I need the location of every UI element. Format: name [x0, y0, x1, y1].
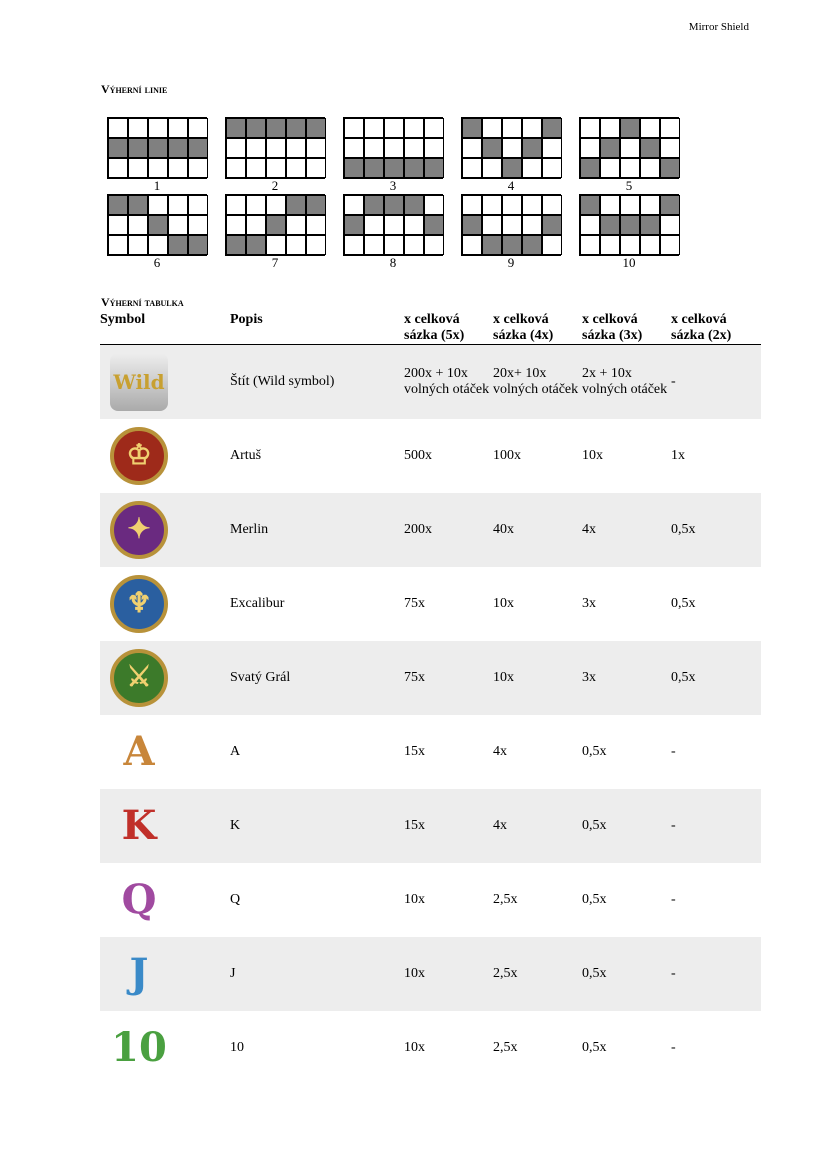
- header-description: Popis: [230, 310, 404, 345]
- symbol-cell: [100, 641, 230, 715]
- payline-5: [579, 117, 679, 193]
- payline-cell: [364, 118, 384, 138]
- payline-2: [225, 117, 325, 193]
- payline-cell: [246, 158, 266, 178]
- payline-cell: [344, 118, 364, 138]
- payline-cell: [502, 158, 522, 178]
- symbol-description: K: [230, 789, 404, 863]
- payline-cell: [482, 195, 502, 215]
- paytable: [100, 310, 761, 1085]
- payline-cell: [424, 118, 444, 138]
- payout-3x: 3x: [582, 596, 596, 611]
- payline-cell: [482, 158, 502, 178]
- table-row: [100, 715, 761, 789]
- payline-cell: [542, 215, 562, 235]
- payline-cell: [364, 138, 384, 158]
- payout-4x: 2,5x: [493, 1040, 518, 1055]
- payline-cell: [482, 215, 502, 235]
- payline-cell: [266, 138, 286, 158]
- payout-3x: 4x: [582, 493, 671, 567]
- payout-5x: 75x: [404, 641, 493, 715]
- payline-cell: [148, 195, 168, 215]
- payline-grid: [225, 117, 325, 179]
- header-3x: x celková sázka (3x): [582, 310, 671, 345]
- payline-cell: [600, 118, 620, 138]
- payout-5x: 10x: [404, 1040, 425, 1055]
- payline-cell: [188, 158, 208, 178]
- payline-cell: [128, 215, 148, 235]
- payline-cell: [580, 158, 600, 178]
- payout-3x: 0,5x: [582, 937, 671, 1011]
- payline-cell: [306, 235, 326, 255]
- symbol-description: Q: [230, 892, 241, 907]
- payline-cell: [286, 118, 306, 138]
- payline-cell: [404, 158, 424, 178]
- payout-3x: 0,5x: [582, 789, 671, 863]
- payline-cell: [306, 138, 326, 158]
- payline-cell: [128, 138, 148, 158]
- payline-cell: [640, 118, 660, 138]
- payline-4: [461, 117, 561, 193]
- payline-cell: [462, 138, 482, 158]
- payline-cell: [424, 215, 444, 235]
- payline-cell: [462, 235, 482, 255]
- payline-cell: [580, 118, 600, 138]
- table-row: [100, 567, 761, 641]
- payline-cell: [462, 215, 482, 235]
- payline-number: 4: [507, 178, 515, 193]
- payline-cell: [502, 235, 522, 255]
- payline-cell: [482, 235, 502, 255]
- payline-cell: [266, 118, 286, 138]
- payline-7: [225, 194, 325, 270]
- payout-5x: 10x: [404, 937, 493, 1011]
- payline-cell: [424, 158, 444, 178]
- payline-cell: [108, 235, 128, 255]
- payline-cell: [384, 215, 404, 235]
- payline-grid: [461, 117, 561, 179]
- payline-cell: [344, 195, 364, 215]
- payline-cell: [168, 215, 188, 235]
- payline-8: [343, 194, 443, 270]
- symbol-cell: [100, 493, 230, 567]
- payline-number: 3: [389, 178, 397, 193]
- payline-10: [579, 194, 679, 270]
- payline-cell: [344, 215, 364, 235]
- payline-cell: [660, 158, 680, 178]
- excalibur-icon: ♆: [110, 575, 168, 633]
- payout-5x: 500x: [404, 448, 432, 463]
- payline-cell: [384, 138, 404, 158]
- payline-cell: [522, 138, 542, 158]
- payout-2x: -: [671, 744, 676, 759]
- payline-number: 2: [271, 178, 279, 193]
- symbol-cell: [100, 789, 230, 863]
- symbol-description: Artuš: [230, 448, 262, 463]
- symbol-cell: [100, 715, 230, 789]
- header-5x: x celková sázka (5x): [404, 310, 493, 345]
- payline-cell: [188, 235, 208, 255]
- payout-5x: 15x: [404, 744, 425, 759]
- payline-cell: [128, 195, 148, 215]
- payout-3x: 0,5x: [582, 744, 607, 759]
- payline-cell: [404, 118, 424, 138]
- payline-cell: [600, 158, 620, 178]
- payout-2x: 0,5x: [671, 493, 761, 567]
- payline-cell: [620, 158, 640, 178]
- header-symbol: Symbol: [100, 310, 230, 345]
- payline-cell: [344, 158, 364, 178]
- payout-4x: 100x: [493, 448, 521, 463]
- payline-cell: [168, 235, 188, 255]
- payline-cell: [266, 215, 286, 235]
- symbol-description: Merlin: [230, 493, 404, 567]
- payline-cell: [542, 118, 562, 138]
- payout-5x: 75x: [404, 596, 425, 611]
- payline-cell: [364, 235, 384, 255]
- payline-cell: [600, 215, 620, 235]
- payline-cell: [580, 195, 600, 215]
- payline-cell: [424, 235, 444, 255]
- payout-4x: 10x: [493, 641, 582, 715]
- payline-cell: [266, 158, 286, 178]
- payline-cell: [482, 118, 502, 138]
- payline-cell: [286, 138, 306, 158]
- symbol-cell: [100, 1011, 230, 1085]
- payout-4x: 2,5x: [493, 892, 518, 907]
- payline-cell: [640, 158, 660, 178]
- payline-cell: [344, 235, 364, 255]
- payline-cell: [226, 195, 246, 215]
- payline-grid: [225, 194, 325, 256]
- payline-cell: [502, 215, 522, 235]
- payline-cell: [482, 138, 502, 158]
- table-row: [100, 641, 761, 715]
- payout-2x: -: [671, 345, 761, 420]
- payline-cell: [580, 215, 600, 235]
- payline-6: [107, 194, 207, 270]
- payout-2x: -: [671, 789, 761, 863]
- payout-2x: 1x: [671, 448, 685, 463]
- table-row: [100, 419, 761, 493]
- payline-cell: [286, 215, 306, 235]
- payline-cell: [384, 118, 404, 138]
- payout-3x: 0,5x: [582, 892, 607, 907]
- payline-cell: [542, 158, 562, 178]
- letter-j-icon: J: [129, 950, 149, 997]
- payline-cell: [522, 158, 542, 178]
- payline-cell: [620, 118, 640, 138]
- payline-cell: [384, 235, 404, 255]
- payline-cell: [502, 118, 522, 138]
- payline-cell: [404, 235, 424, 255]
- symbol-cell: [100, 937, 230, 1011]
- payline-cell: [168, 138, 188, 158]
- payline-grid: [107, 117, 207, 179]
- payline-cell: [188, 118, 208, 138]
- symbol-description: 10: [230, 1040, 244, 1055]
- symbol-description: A: [230, 744, 241, 759]
- payline-cell: [128, 118, 148, 138]
- payline-cell: [580, 235, 600, 255]
- payline-cell: [384, 158, 404, 178]
- payout-3x: 10x: [582, 448, 603, 463]
- symbol-description: Excalibur: [230, 596, 285, 611]
- payline-cell: [128, 158, 148, 178]
- payline-cell: [188, 215, 208, 235]
- payout-2x: -: [671, 892, 676, 907]
- payline-1: [107, 117, 207, 193]
- payline-cell: [364, 158, 384, 178]
- payline-cell: [108, 215, 128, 235]
- payline-cell: [286, 235, 306, 255]
- payline-cell: [600, 195, 620, 215]
- payline-cell: [404, 195, 424, 215]
- payline-cell: [462, 195, 482, 215]
- payline-cell: [108, 138, 128, 158]
- payline-number: 7: [271, 255, 279, 270]
- table-row: [100, 937, 761, 1011]
- payout-4x: 4x: [493, 744, 507, 759]
- payline-number: 8: [389, 255, 397, 270]
- payline-cell: [286, 158, 306, 178]
- payline-cell: [660, 195, 680, 215]
- payline-cell: [148, 215, 168, 235]
- table-row: [100, 1011, 761, 1085]
- payline-cell: [660, 118, 680, 138]
- payout-2x: 0,5x: [671, 641, 761, 715]
- payline-number: 5: [625, 178, 633, 193]
- header-4x: x celková sázka (4x): [493, 310, 582, 345]
- payline-grid: [107, 194, 207, 256]
- table-row: [100, 789, 761, 863]
- symbol-cell: [100, 345, 230, 420]
- payline-cell: [306, 158, 326, 178]
- payline-cell: [580, 138, 600, 158]
- payline-cell: [462, 158, 482, 178]
- payout-2x: -: [671, 1040, 676, 1055]
- payout-2x: 0,5x: [671, 596, 696, 611]
- payout-3x: 0,5x: [582, 1040, 607, 1055]
- symbol-cell: [100, 567, 230, 641]
- payline-cell: [522, 118, 542, 138]
- payline-cell: [522, 195, 542, 215]
- letter-k-icon: K: [121, 802, 157, 849]
- payout-3x: 3x: [582, 641, 671, 715]
- payline-cell: [246, 138, 266, 158]
- payline-cell: [108, 158, 128, 178]
- merlin-wizard-icon: ✦: [110, 501, 168, 559]
- payout-3x: 2x + 10x volných otáček: [582, 345, 671, 420]
- payline-cell: [462, 118, 482, 138]
- symbol-description: Štít (Wild symbol): [230, 345, 404, 420]
- payout-5x: 10x: [404, 892, 425, 907]
- letter-q-icon: Q: [121, 876, 157, 923]
- payline-cell: [364, 215, 384, 235]
- payline-cell: [128, 235, 148, 255]
- payline-cell: [226, 118, 246, 138]
- payline-cell: [266, 235, 286, 255]
- payout-4x: 4x: [493, 789, 582, 863]
- king-arthur-icon: ♔: [110, 427, 168, 485]
- payout-5x: 200x + 10x volných otáček: [404, 345, 493, 420]
- payline-cell: [620, 195, 640, 215]
- payline-cell: [424, 138, 444, 158]
- payout-5x: 200x: [404, 493, 493, 567]
- payline-cell: [246, 118, 266, 138]
- payout-2x: -: [671, 937, 761, 1011]
- payline-cell: [542, 195, 562, 215]
- payline-cell: [404, 215, 424, 235]
- payout-4x: 20x+ 10x volných otáček: [493, 345, 582, 420]
- payline-3: [343, 117, 443, 193]
- payline-cell: [246, 195, 266, 215]
- payline-cell: [148, 235, 168, 255]
- payline-cell: [226, 138, 246, 158]
- payout-4x: 2,5x: [493, 937, 582, 1011]
- payline-cell: [148, 138, 168, 158]
- payline-cell: [660, 138, 680, 158]
- table-row: [100, 863, 761, 937]
- payline-cell: [640, 235, 660, 255]
- payline-cell: [660, 215, 680, 235]
- payline-cell: [640, 215, 660, 235]
- payline-cell: [660, 235, 680, 255]
- payline-cell: [168, 195, 188, 215]
- payline-cell: [148, 158, 168, 178]
- document-header: Mirror Shield: [688, 21, 749, 33]
- payline-cell: [600, 235, 620, 255]
- paylines-title: Výherní linie: [101, 82, 168, 96]
- payline-number: 1: [153, 178, 161, 193]
- payline-number: 9: [507, 255, 515, 270]
- payline-cell: [246, 235, 266, 255]
- payout-4x: 10x: [493, 596, 514, 611]
- paytable-title: Výherní tabulka: [101, 295, 184, 309]
- payline-grid: [579, 117, 679, 179]
- payline-cell: [188, 138, 208, 158]
- payline-grid: [579, 194, 679, 256]
- paytable-header-row: [100, 310, 761, 345]
- payline-9: [461, 194, 561, 270]
- payline-cell: [306, 215, 326, 235]
- symbol-cell: [100, 863, 230, 937]
- header-2x: x celková sázka (2x): [671, 310, 761, 345]
- payline-grid: [461, 194, 561, 256]
- payline-cell: [306, 118, 326, 138]
- payline-cell: [306, 195, 326, 215]
- payline-cell: [620, 235, 640, 255]
- payline-number: 6: [153, 255, 161, 270]
- payout-4x: 40x: [493, 493, 582, 567]
- payline-cell: [364, 195, 384, 215]
- payline-cell: [620, 215, 640, 235]
- payline-cell: [286, 195, 306, 215]
- payline-grid: [343, 194, 443, 256]
- payline-cell: [246, 215, 266, 235]
- symbol-cell: [100, 419, 230, 493]
- symbol-description: Svatý Grál: [230, 641, 404, 715]
- shield-wild-icon: Wild: [110, 353, 168, 411]
- table-row: [100, 345, 761, 420]
- letter-a-icon: A: [123, 728, 155, 775]
- symbol-description: J: [230, 937, 404, 1011]
- payline-cell: [502, 138, 522, 158]
- holy-grail-icon: ⚔: [110, 649, 168, 707]
- payline-cell: [640, 195, 660, 215]
- payline-cell: [600, 138, 620, 158]
- payline-cell: [226, 158, 246, 178]
- payline-cell: [620, 138, 640, 158]
- table-row: [100, 493, 761, 567]
- payline-cell: [522, 215, 542, 235]
- payline-cell: [168, 158, 188, 178]
- payline-cell: [542, 138, 562, 158]
- payline-cell: [344, 138, 364, 158]
- payline-cell: [226, 235, 246, 255]
- payline-cell: [640, 138, 660, 158]
- payline-cell: [522, 235, 542, 255]
- payline-cell: [384, 195, 404, 215]
- payline-number: 10: [622, 255, 636, 270]
- payline-cell: [188, 195, 208, 215]
- payline-cell: [542, 235, 562, 255]
- payline-cell: [424, 195, 444, 215]
- payline-cell: [502, 195, 522, 215]
- payline-cell: [108, 118, 128, 138]
- payline-cell: [404, 138, 424, 158]
- payout-5x: 15x: [404, 789, 493, 863]
- payline-cell: [168, 118, 188, 138]
- payline-cell: [108, 195, 128, 215]
- payline-grid: [343, 117, 443, 179]
- payline-cell: [148, 118, 168, 138]
- number-10-icon: 10: [111, 1024, 167, 1071]
- payline-cell: [226, 215, 246, 235]
- payline-cell: [266, 195, 286, 215]
